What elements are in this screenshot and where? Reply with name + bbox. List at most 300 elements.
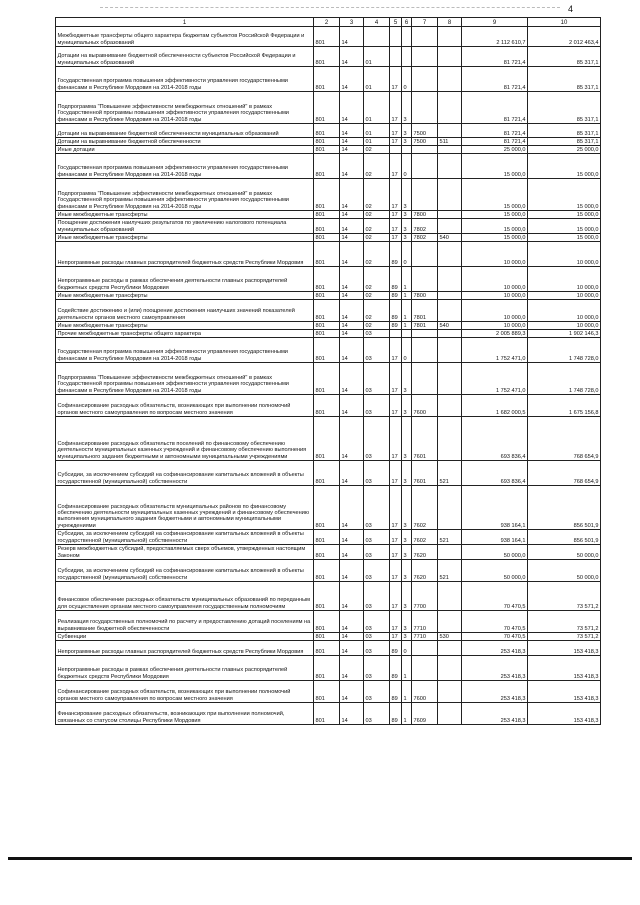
row-program-code: 17	[390, 611, 402, 633]
row-program-code: 17	[390, 179, 402, 211]
row-amount-year1: 70 470,5	[462, 582, 528, 611]
row-description: Резерв межбюджетных субсидий, предоставляемых сверх объемов, утвержденных настоящим Законом	[56, 545, 314, 560]
row-subsection-code: 01	[364, 138, 390, 146]
row-expense-type-code	[438, 146, 462, 154]
row-description: Дотации на выравнивание бюджетной обеспеченности муниципальных образований	[56, 124, 314, 138]
row-subprogram-code: 3	[402, 124, 412, 138]
row-amount-year1: 253 418,3	[462, 681, 528, 703]
row-subsection-code: 02	[364, 234, 390, 242]
row-subprogram-code: 1	[402, 300, 412, 322]
row-program-code: 17	[390, 486, 402, 530]
table-row	[56, 330, 601, 338]
row-ministry-code: 801	[314, 300, 340, 322]
row-amount-year1: 81 721,4	[462, 47, 528, 67]
row-direction-code: 7601	[412, 461, 438, 486]
row-direction-code: 7600	[412, 395, 438, 417]
row-subsection-code: 02	[364, 292, 390, 300]
row-ministry-code: 801	[314, 417, 340, 461]
row-section-code: 14	[340, 363, 364, 395]
row-subsection-code: 02	[364, 322, 390, 330]
table-row	[56, 219, 601, 234]
row-subsection-code: 03	[364, 656, 390, 681]
row-amount-year2: 15 000,0	[528, 211, 601, 219]
row-program-code: 89	[390, 242, 402, 267]
row-amount-year1: 1 752 471,0	[462, 338, 528, 363]
table-row	[56, 47, 601, 67]
row-ministry-code: 801	[314, 703, 340, 725]
row-amount-year1: 70 470,5	[462, 611, 528, 633]
header-cell: 7	[412, 18, 438, 27]
row-subprogram-code: 3	[402, 461, 412, 486]
row-expense-type-code	[438, 611, 462, 633]
row-direction-code	[412, 67, 438, 92]
row-ministry-code: 801	[314, 211, 340, 219]
row-direction-code	[412, 27, 438, 47]
row-expense-type-code: 530	[438, 633, 462, 641]
row-program-code: 17	[390, 395, 402, 417]
row-amount-year1: 81 721,4	[462, 92, 528, 124]
row-amount-year2: 85 317,1	[528, 67, 601, 92]
row-ministry-code: 801	[314, 67, 340, 92]
row-direction-code: 7710	[412, 633, 438, 641]
header-cell: 1	[56, 18, 314, 27]
row-ministry-code: 801	[314, 363, 340, 395]
row-subsection-code: 03	[364, 545, 390, 560]
table-row	[56, 322, 601, 330]
row-ministry-code: 801	[314, 530, 340, 545]
row-description: Межбюджетные трансферты общего характера бюджетам субъектов Российской Федерации и муниципальных образований	[56, 27, 314, 47]
row-direction-code: 7801	[412, 300, 438, 322]
row-amount-year1: 1 682 000,5	[462, 395, 528, 417]
row-description: Подпрограмма "Повышение эффективности межбюджетных отношений" в рамках Государственной программы повышения эффективности управления государственными финансами в Республике Мордовия на 2014-2018 годы	[56, 363, 314, 395]
row-amount-year1: 50 000,0	[462, 545, 528, 560]
row-description: Непрограммные расходы в рамках обеспечения деятельности главных распорядителей бюджетных средств Республики Мордовия	[56, 267, 314, 292]
row-section-code: 14	[340, 242, 364, 267]
row-direction-code: 7600	[412, 681, 438, 703]
row-direction-code: 7700	[412, 582, 438, 611]
row-amount-year2: 856 501,9	[528, 530, 601, 545]
row-description: Софинансирование расходных обязательств, возникающих при выполнении полномочий органов местного самоуправления по вопросам местного значения	[56, 395, 314, 417]
table-row	[56, 27, 601, 47]
row-amount-year1: 10 000,0	[462, 300, 528, 322]
row-description: Прочие межбюджетные трансферты общего характера	[56, 330, 314, 338]
row-ministry-code: 801	[314, 338, 340, 363]
row-expense-type-code	[438, 92, 462, 124]
row-subprogram-code: 1	[402, 681, 412, 703]
row-direction-code: 7800	[412, 211, 438, 219]
row-program-code: 17	[390, 417, 402, 461]
row-subprogram-code: 1	[402, 703, 412, 725]
row-program-code: 17	[390, 219, 402, 234]
row-amount-year1: 1 752 471,0	[462, 363, 528, 395]
row-description: Подпрограмма "Повышение эффективности межбюджетных отношений" в рамках Государственной программы повышения эффективности управления государственными финансами в Республике Мордовия на 2014-2018 годы	[56, 179, 314, 211]
row-amount-year1: 15 000,0	[462, 211, 528, 219]
row-program-code: 17	[390, 530, 402, 545]
row-section-code: 14	[340, 67, 364, 92]
row-subprogram-code: 3	[402, 363, 412, 395]
row-program-code: 17	[390, 461, 402, 486]
row-expense-type-code	[438, 292, 462, 300]
row-ministry-code: 801	[314, 146, 340, 154]
row-program-code: 89	[390, 292, 402, 300]
row-subprogram-code: 3	[402, 582, 412, 611]
row-subprogram-code: 3	[402, 219, 412, 234]
table-row	[56, 395, 601, 417]
table-row	[56, 560, 601, 582]
row-ministry-code: 801	[314, 461, 340, 486]
row-amount-year1: 2 112 610,7	[462, 27, 528, 47]
row-section-code: 14	[340, 234, 364, 242]
row-subsection-code: 03	[364, 560, 390, 582]
row-section-code: 14	[340, 267, 364, 292]
table-row	[56, 681, 601, 703]
row-direction-code	[412, 656, 438, 681]
row-description: Иные межбюджетные трансферты	[56, 211, 314, 219]
row-amount-year2: 1 748 728,0	[528, 363, 601, 395]
row-description: Субсидии, за исключением субсидий на софинансирование капитальных вложений в объекты государственной (муниципальной) собственности	[56, 461, 314, 486]
row-amount-year1: 15 000,0	[462, 219, 528, 234]
row-description: Софинансирование расходных обязательств, возникающих при выполнении полномочий органов местного самоуправления по вопросам местного значения	[56, 681, 314, 703]
row-subsection-code: 03	[364, 582, 390, 611]
row-direction-code: 7710	[412, 611, 438, 633]
header-cell: 5	[390, 18, 402, 27]
row-ministry-code: 801	[314, 27, 340, 47]
table-row	[56, 67, 601, 92]
row-expense-type-code	[438, 703, 462, 725]
row-subsection-code	[364, 27, 390, 47]
table-row	[56, 124, 601, 138]
row-section-code: 14	[340, 395, 364, 417]
row-direction-code: 7800	[412, 292, 438, 300]
row-subprogram-code: 3	[402, 560, 412, 582]
row-subsection-code: 03	[364, 486, 390, 530]
row-amount-year2: 25 000,0	[528, 146, 601, 154]
row-amount-year2: 85 317,1	[528, 124, 601, 138]
table-row	[56, 179, 601, 211]
row-ministry-code: 801	[314, 633, 340, 641]
row-description: Субвенции	[56, 633, 314, 641]
row-section-code: 14	[340, 338, 364, 363]
table-row	[56, 211, 601, 219]
table-row	[56, 234, 601, 242]
row-amount-year2: 153 418,3	[528, 703, 601, 725]
row-program-code	[390, 47, 402, 67]
row-direction-code	[412, 267, 438, 292]
row-description: Подпрограмма "Повышение эффективности межбюджетных отношений" в рамках Государственной программы повышения эффективности управления государственными финансами в Республике Мордовия на 2014-2018 годы	[56, 92, 314, 124]
row-amount-year2: 50 000,0	[528, 560, 601, 582]
table-body	[56, 27, 601, 725]
row-subprogram-code: 0	[402, 67, 412, 92]
row-section-code: 14	[340, 219, 364, 234]
row-subprogram-code: 3	[402, 234, 412, 242]
row-description: Поощрение достижения наилучших результатов по увеличению налогового потенциала муниципальных образований	[56, 219, 314, 234]
row-amount-year2: 1 675 156,8	[528, 395, 601, 417]
row-program-code: 17	[390, 124, 402, 138]
table-row	[56, 633, 601, 641]
row-amount-year1: 25 000,0	[462, 146, 528, 154]
row-ministry-code: 801	[314, 138, 340, 146]
row-section-code: 14	[340, 582, 364, 611]
row-expense-type-code	[438, 211, 462, 219]
table-row	[56, 486, 601, 530]
row-amount-year2: 1 748 728,0	[528, 338, 601, 363]
row-direction-code: 7601	[412, 417, 438, 461]
budget-table	[55, 17, 601, 725]
row-ministry-code: 801	[314, 234, 340, 242]
row-program-code: 17	[390, 67, 402, 92]
row-subprogram-code: 1	[402, 267, 412, 292]
table-header-row	[56, 18, 601, 27]
table-row	[56, 146, 601, 154]
row-section-code: 14	[340, 417, 364, 461]
row-expense-type-code	[438, 47, 462, 67]
table-row	[56, 242, 601, 267]
row-subsection-code: 02	[364, 154, 390, 179]
row-program-code: 89	[390, 703, 402, 725]
row-amount-year1: 2 005 889,3	[462, 330, 528, 338]
row-amount-year1: 70 470,5	[462, 633, 528, 641]
row-subsection-code: 02	[364, 179, 390, 211]
table-row	[56, 338, 601, 363]
row-amount-year1: 10 000,0	[462, 267, 528, 292]
row-expense-type-code	[438, 681, 462, 703]
table-row	[56, 417, 601, 461]
row-description: Непрограммные расходы главных распорядителей бюджетных средств Республики Мордовия	[56, 641, 314, 656]
row-subprogram-code: 3	[402, 417, 412, 461]
row-direction-code	[412, 330, 438, 338]
row-expense-type-code: 521	[438, 530, 462, 545]
row-subprogram-code: 3	[402, 92, 412, 124]
row-subsection-code: 02	[364, 219, 390, 234]
row-expense-type-code	[438, 363, 462, 395]
row-program-code: 17	[390, 211, 402, 219]
row-section-code: 14	[340, 47, 364, 67]
row-subsection-code: 01	[364, 47, 390, 67]
row-ministry-code: 801	[314, 47, 340, 67]
table-row	[56, 138, 601, 146]
table-row	[56, 300, 601, 322]
row-program-code: 17	[390, 545, 402, 560]
row-ministry-code: 801	[314, 92, 340, 124]
row-expense-type-code	[438, 338, 462, 363]
row-ministry-code: 801	[314, 486, 340, 530]
row-subsection-code: 01	[364, 92, 390, 124]
row-expense-type-code	[438, 154, 462, 179]
row-amount-year1: 253 418,3	[462, 703, 528, 725]
row-description: Непрограммные расходы главных распорядителей бюджетных средств Республики Мордовия	[56, 242, 314, 267]
row-expense-type-code	[438, 656, 462, 681]
row-description: Субсидии, за исключением субсидий на софинансирование капитальных вложений в объекты государственной (муниципальной) собственности	[56, 560, 314, 582]
row-expense-type-code: 521	[438, 461, 462, 486]
row-amount-year1: 81 721,4	[462, 124, 528, 138]
row-ministry-code: 801	[314, 681, 340, 703]
row-program-code: 17	[390, 154, 402, 179]
row-description: Субсидии, за исключением субсидий на софинансирование капитальных вложений в объекты государственной (муниципальной) собственности	[56, 530, 314, 545]
row-subprogram-code: 1	[402, 292, 412, 300]
row-subprogram-code: 0	[402, 641, 412, 656]
row-direction-code	[412, 154, 438, 179]
row-subprogram-code: 0	[402, 154, 412, 179]
row-subprogram-code: 0	[402, 338, 412, 363]
table-row	[56, 703, 601, 725]
scan-top-marks	[100, 7, 560, 9]
row-direction-code: 7802	[412, 219, 438, 234]
row-subprogram-code: 3	[402, 138, 412, 146]
row-ministry-code: 801	[314, 219, 340, 234]
row-section-code: 14	[340, 154, 364, 179]
row-ministry-code: 801	[314, 242, 340, 267]
table-row	[56, 530, 601, 545]
row-section-code: 14	[340, 322, 364, 330]
header-cell: 8	[438, 18, 462, 27]
row-subsection-code: 03	[364, 461, 390, 486]
row-subsection-code: 03	[364, 641, 390, 656]
row-program-code	[390, 27, 402, 47]
row-description: Дотации на выравнивание бюджетной обеспеченности субъектов Российской Федерации и муниципальных образований	[56, 47, 314, 67]
row-description: Финансовое обеспечение расходных обязательств муниципальных образований по переданным для осуществления органам местного самоуправления государственным полномочиям	[56, 582, 314, 611]
row-amount-year2: 15 000,0	[528, 234, 601, 242]
row-amount-year1: 81 721,4	[462, 138, 528, 146]
row-subprogram-code: 3	[402, 633, 412, 641]
row-direction-code: 7801	[412, 322, 438, 330]
row-amount-year1: 10 000,0	[462, 242, 528, 267]
row-subprogram-code: 3	[402, 545, 412, 560]
row-subsection-code: 02	[364, 300, 390, 322]
row-program-code: 17	[390, 363, 402, 395]
row-expense-type-code	[438, 124, 462, 138]
page-number: 4	[568, 4, 574, 14]
row-subprogram-code: 3	[402, 211, 412, 219]
row-direction-code: 7609	[412, 703, 438, 725]
row-direction-code: 7620	[412, 545, 438, 560]
row-direction-code: 7602	[412, 486, 438, 530]
row-program-code: 17	[390, 338, 402, 363]
row-program-code: 17	[390, 92, 402, 124]
row-subsection-code: 03	[364, 703, 390, 725]
row-direction-code	[412, 242, 438, 267]
row-amount-year1: 10 000,0	[462, 322, 528, 330]
row-amount-year2: 73 571,2	[528, 611, 601, 633]
row-ministry-code: 801	[314, 154, 340, 179]
row-amount-year1: 253 418,3	[462, 641, 528, 656]
row-description: Государственная программа повышения эффективности управления государственными финансами в Республике Мордовия на 2014-2018 годы	[56, 338, 314, 363]
row-subsection-code: 02	[364, 267, 390, 292]
row-amount-year2: 50 000,0	[528, 545, 601, 560]
row-subprogram-code: 1	[402, 656, 412, 681]
row-description: Софинансирование расходных обязательств поселений по финансовому обеспечению деятельности муниципальных казенных учреждений и финансовому обеспечению выполнения муниципального задания бюджетными и автономными муниципальными учреждениями	[56, 417, 314, 461]
row-program-code: 17	[390, 234, 402, 242]
row-ministry-code: 801	[314, 322, 340, 330]
row-section-code: 14	[340, 681, 364, 703]
row-section-code: 14	[340, 146, 364, 154]
table-row	[56, 292, 601, 300]
row-ministry-code: 801	[314, 641, 340, 656]
row-section-code: 14	[340, 27, 364, 47]
row-ministry-code: 801	[314, 330, 340, 338]
row-direction-code	[412, 146, 438, 154]
row-amount-year1: 693 836,4	[462, 417, 528, 461]
row-ministry-code: 801	[314, 124, 340, 138]
row-expense-type-code: 511	[438, 138, 462, 146]
row-amount-year2: 768 654,9	[528, 417, 601, 461]
row-ministry-code: 801	[314, 179, 340, 211]
row-amount-year2: 153 418,3	[528, 656, 601, 681]
row-subprogram-code	[402, 47, 412, 67]
row-direction-code: 7602	[412, 530, 438, 545]
table-row	[56, 267, 601, 292]
row-program-code: 89	[390, 267, 402, 292]
row-description: Государственная программа повышения эффективности управления государственными финансами в Республике Мордовия на 2014-2018 годы	[56, 154, 314, 179]
row-amount-year2: 153 418,3	[528, 641, 601, 656]
row-subprogram-code: 3	[402, 530, 412, 545]
row-expense-type-code	[438, 486, 462, 530]
row-direction-code	[412, 179, 438, 211]
row-ministry-code: 801	[314, 292, 340, 300]
header-cell: 9	[462, 18, 528, 27]
row-description: Реализация государственных полномочий по расчету и предоставлению дотаций поселениям на выравнивание бюджетной обеспеченности	[56, 611, 314, 633]
table-row	[56, 461, 601, 486]
row-expense-type-code	[438, 545, 462, 560]
row-description: Иные дотации	[56, 146, 314, 154]
row-section-code: 14	[340, 560, 364, 582]
row-amount-year1: 10 000,0	[462, 292, 528, 300]
row-amount-year1: 938 164,1	[462, 486, 528, 530]
row-subsection-code: 02	[364, 242, 390, 267]
row-amount-year2: 1 902 146,3	[528, 330, 601, 338]
row-section-code: 14	[340, 641, 364, 656]
row-expense-type-code: 521	[438, 560, 462, 582]
header-cell: 4	[364, 18, 390, 27]
row-subsection-code: 03	[364, 633, 390, 641]
row-amount-year2: 768 654,9	[528, 461, 601, 486]
row-amount-year2: 15 000,0	[528, 154, 601, 179]
row-ministry-code: 801	[314, 545, 340, 560]
row-amount-year2: 856 501,9	[528, 486, 601, 530]
row-subsection-code: 03	[364, 681, 390, 703]
row-description: Содействие достижению и (или) поощрение достижения наилучших значений показателей деятельности органов местного самоуправления	[56, 300, 314, 322]
row-expense-type-code	[438, 300, 462, 322]
row-section-code: 14	[340, 530, 364, 545]
row-amount-year2: 85 317,1	[528, 138, 601, 146]
row-amount-year2: 10 000,0	[528, 267, 601, 292]
row-section-code: 14	[340, 179, 364, 211]
table-row	[56, 641, 601, 656]
row-program-code: 17	[390, 633, 402, 641]
row-section-code: 14	[340, 545, 364, 560]
row-subsection-code: 03	[364, 417, 390, 461]
row-section-code: 14	[340, 461, 364, 486]
row-program-code	[390, 146, 402, 154]
header-cell: 3	[340, 18, 364, 27]
row-section-code: 14	[340, 211, 364, 219]
table-row	[56, 545, 601, 560]
row-direction-code: 7500	[412, 124, 438, 138]
row-subprogram-code: 3	[402, 395, 412, 417]
table-row	[56, 92, 601, 124]
row-expense-type-code: 540	[438, 234, 462, 242]
row-expense-type-code	[438, 267, 462, 292]
row-program-code: 17	[390, 582, 402, 611]
row-ministry-code: 801	[314, 395, 340, 417]
row-ministry-code: 801	[314, 611, 340, 633]
row-subsection-code: 03	[364, 530, 390, 545]
row-expense-type-code	[438, 67, 462, 92]
row-ministry-code: 801	[314, 267, 340, 292]
row-direction-code	[412, 47, 438, 67]
row-direction-code: 7620	[412, 560, 438, 582]
row-amount-year2: 2 012 463,4	[528, 27, 601, 47]
header-cell: 2	[314, 18, 340, 27]
